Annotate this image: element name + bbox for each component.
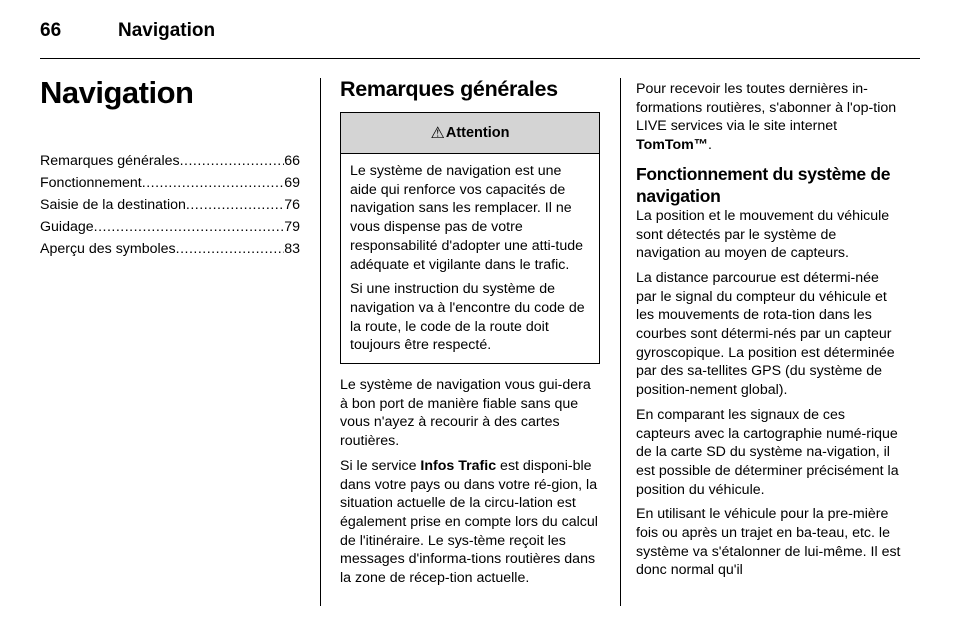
header-rule [40,58,920,59]
toc-entry-page: 76 [284,197,300,213]
toc-entry[interactable] [40,150,300,172]
section-body [340,376,602,588]
service-name: Infos Trafic [420,457,497,474]
warning-body [341,154,599,363]
warning-triangle-icon: ⚠ [430,125,445,142]
warning-paragraph: Si une instruction du système de navigation va à l'encontre du code de la route, le code de la route doit toujours être respecté. [350,281,585,354]
right-column [636,80,902,586]
toc-entry[interactable] [40,238,300,260]
body-paragraph: Si le service Infos Trafic est disponi-ble dans votre pays ou dans votre ré-gion, la situation actuelle de la circu-lation est également prise en compte lors du calcul de l'itinéraire. Le sys-tème reçoit les messages d'informa-tions routières dans la zone de récep-tion actuelle. [340,457,598,587]
toc-entry-page: 66 [284,153,300,169]
column-divider [620,78,621,606]
warning-header [341,113,599,154]
toc-entry-label: Fonctionnement [40,175,142,191]
body-paragraph: La distance parcourue est détermi-née par le signal du compteur du véhicule et les mouvements de rota-tion dans les courbes sont détermi-nés par un capteur gyroscopique. La position est déterminée par des sa-tellites GPS (du système de position-nement global). [636,269,895,399]
page-number: 66 [40,20,62,41]
chapter-title: Navigation [40,75,194,110]
toc-entry[interactable] [40,216,300,238]
toc-entry[interactable] [40,172,300,194]
body-paragraph: En comparant les signaux de ces capteurs avec la cartographie numé-rique de la carte SD du système na-vigation, il est possible de déterminer précisément la position du véhicule. [636,406,899,498]
middle-column [340,74,602,594]
page-header [40,20,215,42]
warning-title: Attention [445,125,510,141]
toc-entry-page: 69 [284,175,300,191]
toc-entry-label: Aperçu des symboles [40,241,176,257]
toc-entry-page: 79 [284,219,300,235]
section-title: Navigation [118,20,216,41]
column-divider [320,78,321,606]
body-paragraph: La position et le mouvement du véhicule sont détectés par le système de navigation au moyen de capteurs. [636,207,890,262]
brand-name: TomTom™ [636,137,708,154]
body-paragraph: En utilisant le véhicule pour la pre-mière fois ou après un trajet en ba-teau, etc. le système va s'étalonner de lui-même. Il est donc normal qu'il [636,506,901,579]
subsection-heading: Fonctionnement du système de navigation [636,163,891,206]
section-heading: Remarques générales [340,77,558,101]
warning-paragraph: Le système de navigation est une aide qui renforce vos capacités de navigation sans les remplacer. Il ne vous dispense pas de votre responsabilité d'adopter une atti-tude adéquate et vigilante dans le trafic. [350,163,584,273]
toc-entry-label: Saisie de la destination [40,197,186,213]
body-paragraph: Le système de navigation vous gui-dera à bon port de manière fiable sans que vous n'ayez à recourir à des cartes routières. [340,377,591,450]
toc-entry-label: Guidage [40,219,94,235]
body-paragraph: Pour recevoir les toutes dernières in-formations routières, s'abonner à l'op-tion LIVE services via le site internet TomTom™. [636,81,897,154]
toc-entry[interactable] [40,194,300,216]
toc-entry-page: 83 [284,241,300,257]
warning-box [340,112,600,364]
toc-column [40,74,300,260]
toc-entry-label: Remarques générales [40,153,180,169]
